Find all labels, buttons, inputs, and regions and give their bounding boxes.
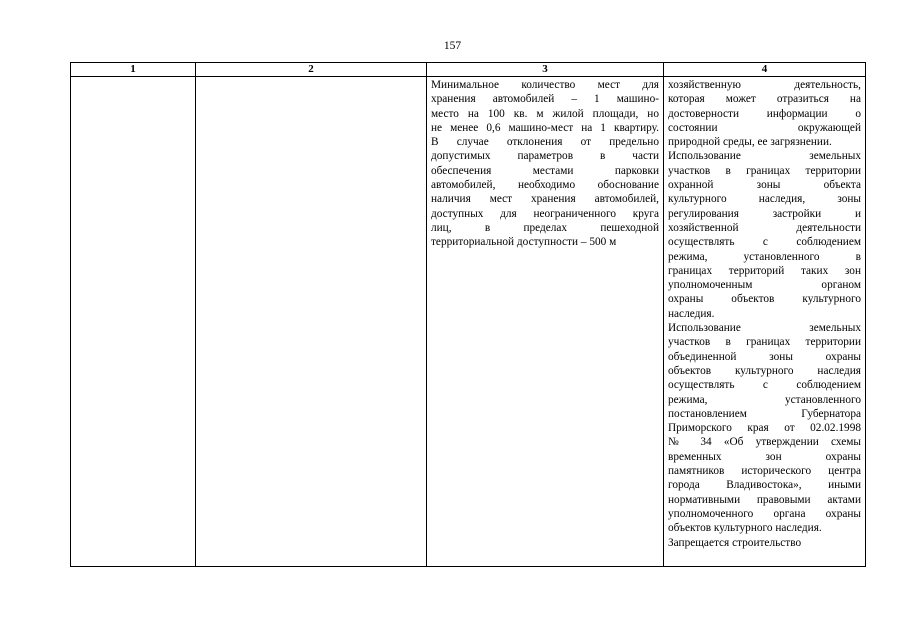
cell-col3 — [427, 77, 664, 567]
text-line: участков в границах территории — [668, 336, 861, 349]
column-header-3: 3 — [427, 63, 664, 77]
table-row — [71, 77, 866, 567]
paragraph — [668, 321, 861, 535]
text-line: памятников исторического центра — [668, 465, 861, 478]
text-line: объединенной зоны охраны — [668, 350, 861, 363]
text-line: границах территорий таких зон — [668, 264, 861, 277]
regulation-table — [70, 62, 866, 567]
text-line: охраны объектов культурного — [668, 293, 861, 306]
text-line: обеспечения местами парковки — [431, 164, 659, 177]
text-line: объектов культурного наследия — [668, 364, 861, 377]
text-line: лиц, в пределах пешеходной — [431, 221, 659, 234]
text-line: нормативными правовыми актами — [668, 493, 861, 506]
text-line: хозяйственной деятельности — [668, 221, 861, 234]
text-line: уполномоченного органа охраны — [668, 507, 861, 520]
header-row — [71, 63, 866, 77]
cell-col2 — [196, 77, 427, 567]
text-line: режима, установленного в — [668, 250, 861, 263]
text-line: доступных для неограниченного круга — [431, 207, 659, 220]
text-line: Приморского края от 02.02.1998 — [668, 422, 861, 435]
text-line: природной среды, ее загрязнении. — [668, 136, 832, 149]
paragraph — [668, 149, 861, 321]
column-header-2: 2 — [196, 63, 427, 77]
text-line: объектов культурного наследия. — [668, 522, 822, 535]
text-line: территориальной доступности – 500 м — [431, 236, 617, 249]
text-line: не менее 0,6 машино-мест на 1 квартиру. — [431, 121, 659, 134]
column-header-4: 4 — [664, 63, 866, 77]
paragraph — [668, 536, 861, 550]
text-line: Минимальное количество мест для — [431, 79, 659, 91]
column-header-1: 1 — [71, 63, 196, 77]
text-line: достоверности информации о — [668, 107, 861, 120]
text-line: место на 100 кв. м жилой площади, но — [431, 107, 659, 120]
text-line: осуществлять с соблюдением — [668, 236, 861, 249]
text-line: № 34 «Об утверждении схемы — [668, 436, 861, 449]
text-line: участков в границах территории — [668, 164, 861, 177]
text-line: охранной зоны объекта — [668, 179, 861, 192]
paragraph — [668, 78, 861, 149]
text-line: Запрещается строительство — [668, 536, 802, 549]
text-line: хозяйственную деятельность, — [668, 79, 861, 91]
text-line: культурного наследия, зоны — [668, 193, 861, 206]
text-line: временных зон охраны — [668, 450, 861, 463]
text-line: режима, установленного — [668, 393, 861, 406]
text-line: автомобилей, необходимо обоснование — [431, 179, 659, 192]
text-line: состоянии окружающей — [668, 121, 861, 134]
text-line: постановлением Губернатора — [668, 407, 861, 420]
cell-col4 — [664, 77, 866, 567]
parking-requirements-text — [427, 77, 663, 250]
text-line: осуществлять с соблюдением — [668, 379, 861, 392]
text-line: Использование земельных — [668, 150, 861, 163]
text-line: допустимых параметров в части — [431, 150, 659, 163]
cell-col1 — [71, 77, 196, 567]
text-line: хранения автомобилей – 1 машино- — [431, 93, 659, 106]
text-line: которая может отразиться на — [668, 93, 861, 106]
page-number: 157 — [443, 40, 462, 52]
text-line: уполномоченным органом — [668, 279, 861, 292]
text-line: В случае отклонения от предельно — [431, 136, 659, 149]
text-line: наследия. — [668, 307, 715, 320]
text-line: наличия мест хранения автомобилей, — [431, 193, 659, 206]
usage-restrictions-text — [664, 77, 865, 550]
text-line: Использование земельных — [668, 322, 861, 335]
text-line: города Владивостока», иными — [668, 479, 861, 492]
text-line: регулирования застройки и — [668, 207, 861, 220]
